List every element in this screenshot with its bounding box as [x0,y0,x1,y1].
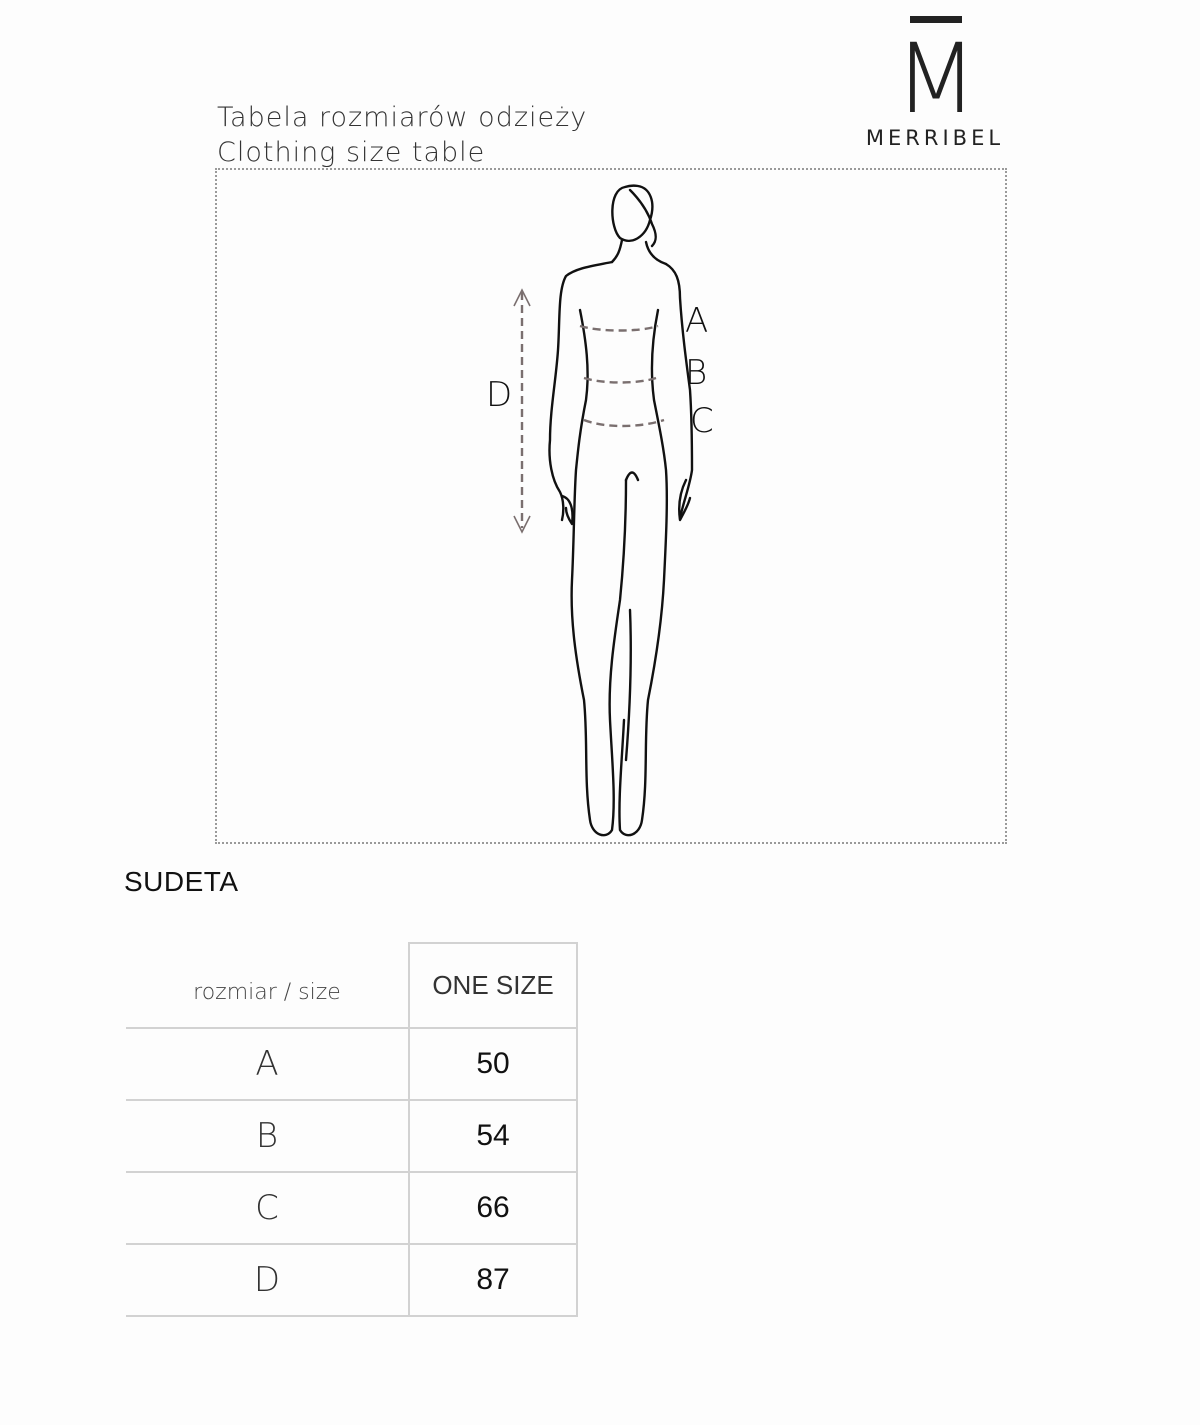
row-label: B [126,1100,409,1172]
table-row [126,1244,577,1316]
row-label: A [126,1028,409,1100]
size-chart-heading [217,100,587,170]
body-measurement-figure [480,180,740,845]
table-header-row [126,943,577,1028]
logo-wordmark: MERRIBEL [865,126,1005,150]
row-value: 50 [409,1028,577,1100]
row-value: 66 [409,1172,577,1244]
label-c: C [690,401,714,441]
label-b: B [685,353,708,393]
row-label: D [126,1244,409,1316]
table-row [126,1028,577,1100]
table-row [126,1100,577,1172]
table-row [126,1172,577,1244]
row-value: 87 [409,1244,577,1316]
product-name: SUDETA [124,866,239,897]
brand-logo [855,14,1015,154]
label-d: D [486,375,513,415]
size-table [126,942,578,1317]
heading-english: Clothing size table [217,137,486,168]
header-label: rozmiar / size [126,943,409,1028]
row-label: C [126,1172,409,1244]
row-value: 54 [409,1100,577,1172]
label-a: A [685,301,709,341]
logo-letter: M [894,23,978,124]
logo-mark [855,14,1015,124]
heading-polish: Tabela rozmiarów odzieży [217,102,588,133]
header-value: ONE SIZE [409,943,577,1028]
